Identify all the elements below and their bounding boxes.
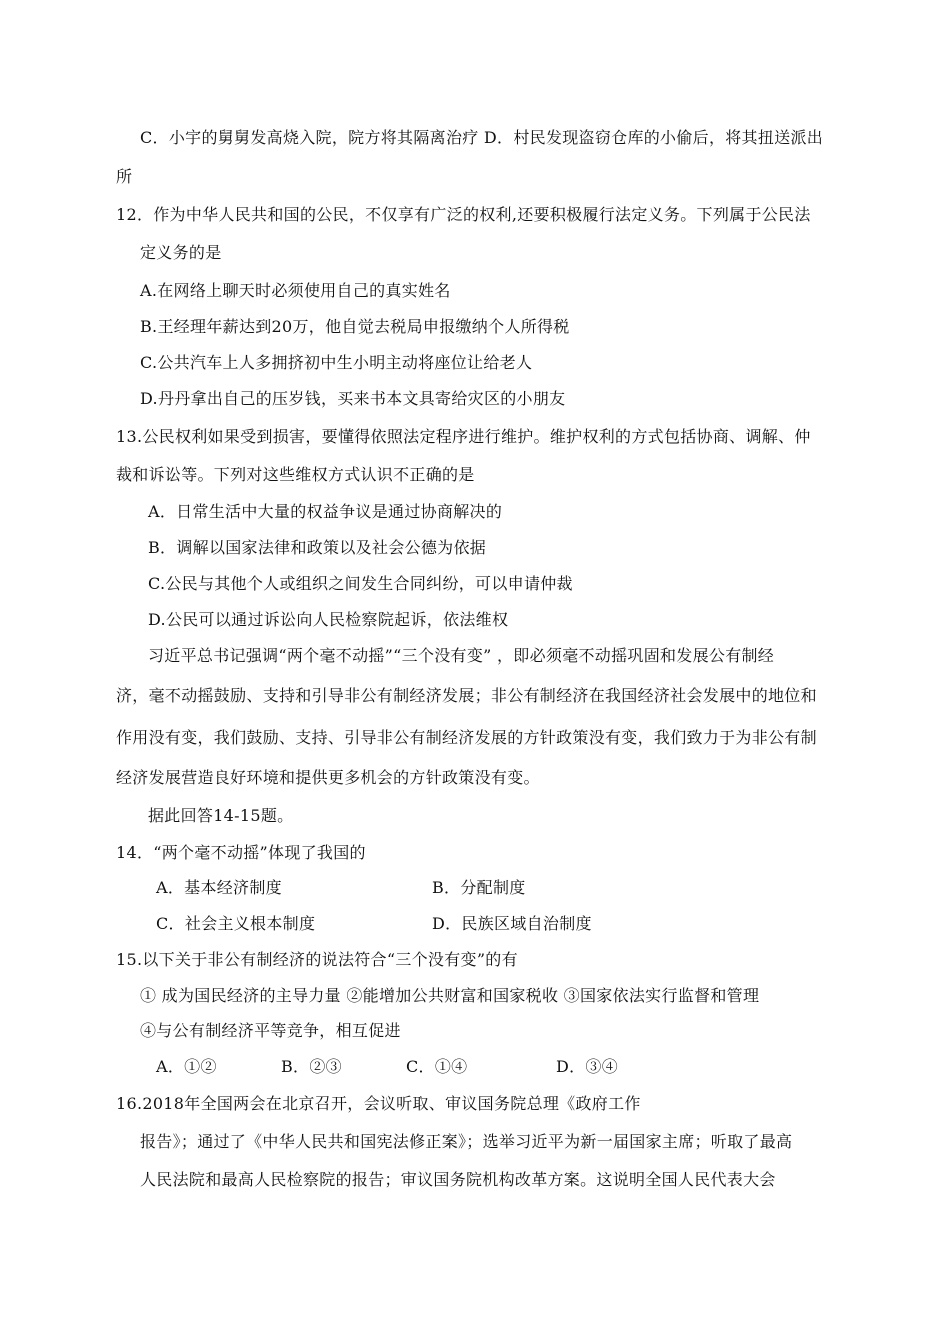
q12-option-c: C.公共汽车上人多拥挤初中生小明主动将座位让给老人 xyxy=(140,353,533,372)
passage-line-1: 习近平总书记强调“两个毫不动摇”“三个没有变” ，即必须毫不动摇巩固和发展公有制经 xyxy=(148,646,775,665)
q12-option-d: D.丹丹拿出自己的压岁钱，买来书本文具寄给灾区的小朋友 xyxy=(140,389,566,408)
q16-stem-continuation-1: 报告》；通过了《中华人民共和国宪法修正案》；选举习近平为新一届国家主席；听取了最高 xyxy=(140,1132,793,1151)
q11-options-c-d: C．小宇的舅舅发高烧入院，院方将其隔离治疗 D．村民发现盗窃仓库的小偷后，将其扭送派出 xyxy=(140,128,824,147)
q12-stem: 12．作为中华人民共和国的公民，不仅享有广泛的权利,还要积极履行法定义务。下列属于公民法 xyxy=(116,205,811,224)
q15-option-c: C．①④ xyxy=(406,1057,468,1076)
q12-stem-continuation: 定义务的是 xyxy=(140,243,222,262)
q12-option-b: B.王经理年薪达到20万，他自觉去税局申报缴纳个人所得税 xyxy=(140,317,570,336)
q13-option-d: D.公民可以通过诉讼向人民检察院起诉，依法维权 xyxy=(148,610,509,629)
q14-option-b: B．分配制度 xyxy=(432,878,526,897)
q16-stem: 16.2018年全国两会在北京召开，会议听取、审议国务院总理《政府工作 xyxy=(116,1094,641,1113)
q13-option-a: A．日常生活中大量的权益争议是通过协商解决的 xyxy=(148,502,503,521)
passage-line-4: 经济发展营造良好环境和提供更多机会的方针政策没有变。 xyxy=(116,768,540,787)
q16-stem-continuation-2: 人民法院和最高人民检察院的报告；审议国务院机构改革方案。这说明全国人民代表大会 xyxy=(140,1170,776,1189)
q13-stem-continuation: 裁和诉讼等。下列对这些维权方式认识不正确的是 xyxy=(116,465,475,484)
passage-line-3: 作用没有变，我们鼓励、支持、引导非公有制经济发展的方针政策没有变，我们致力于为非公有制 xyxy=(116,728,817,747)
q15-option-d: D．③④ xyxy=(556,1057,619,1076)
q12-option-a: A.在网络上聊天时必须使用自己的真实姓名 xyxy=(140,281,451,300)
passage-line-2: 济，毫不动摇鼓励、支持和引导非公有制经济发展；非公有制经济在我国经济社会发展中的地位和 xyxy=(116,686,817,705)
q14-stem: 14．“两个毫不动摇”体现了我国的 xyxy=(116,843,366,862)
q13-stem: 13.公民权利如果受到损害，要懂得依照法定程序进行维护。维护权利的方式包括协商、调解、仲 xyxy=(116,427,811,446)
q15-stem: 15.以下关于非公有制经济的说法符合“三个没有变”的有 xyxy=(116,950,518,969)
q11-options-continuation: 所 xyxy=(116,167,133,186)
q13-option-b: B．调解以国家法律和政策以及社会公德为依据 xyxy=(148,538,487,557)
q15-items-line-1: ① 成为国民经济的主导力量 ②能增加公共财富和国家税收 ③国家依法实行监督和管理 xyxy=(140,986,760,1005)
q14-option-a: A．基本经济制度 xyxy=(156,878,282,897)
q13-option-c: C.公民与其他个人或组织之间发生合同纠纷，可以申请仲裁 xyxy=(148,574,573,593)
q15-items-line-2: ④与公有制经济平等竞争，相互促进 xyxy=(140,1021,401,1040)
q14-option-c: C．社会主义根本制度 xyxy=(156,914,316,933)
q15-option-b: B．②③ xyxy=(281,1057,342,1076)
q14-option-d: D．民族区域自治制度 xyxy=(432,914,592,933)
passage-instruction: 据此回答14-15题。 xyxy=(148,806,294,825)
q15-option-a: A．①② xyxy=(156,1057,217,1076)
